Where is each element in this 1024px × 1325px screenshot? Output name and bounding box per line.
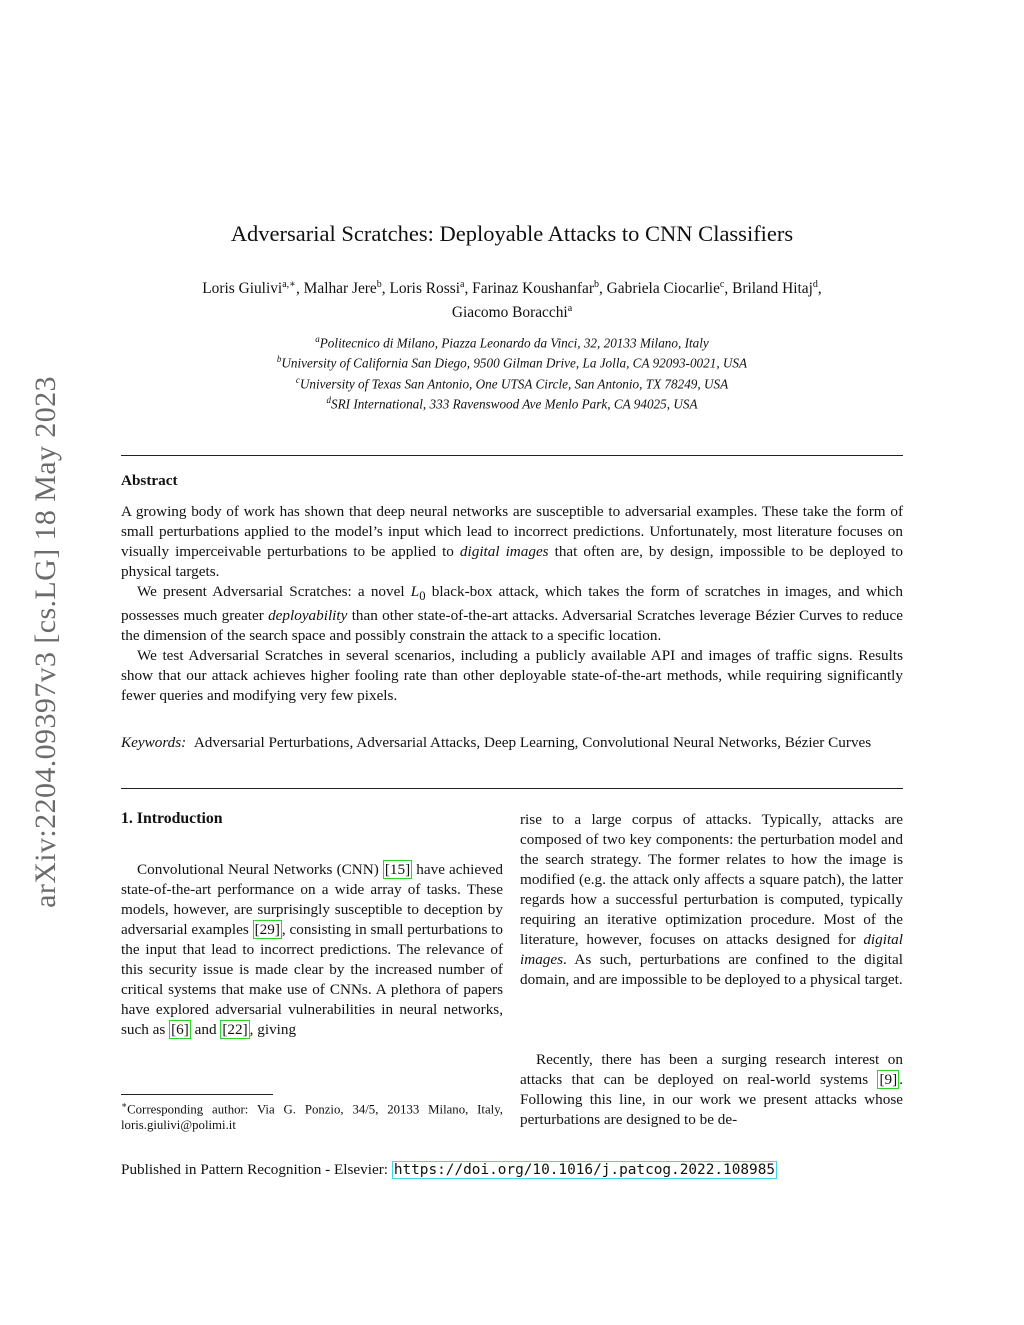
keywords-text: Adversarial Perturbations, Adversarial Attacks, Deep Learning, Convolutional Neural Networks, Bézier Curves (193, 734, 872, 751)
abstract-heading: Abstract (121, 472, 178, 489)
publication-note (121, 1161, 777, 1179)
intro-paragraph: Convolutional Neural Networks (CNN) [15] have achieved state-of-the-art performance on a wide array of tasks. These models, however, are surprisingly susceptible to deception by adversarial examples [29] , consisting in small perturbations to the input that lead to incorrect predictions. The relevance of this security issue is made clear by the increased number of critical systems that make use of CNNs. A plethora of papers have explored adversarial vulnerabilities in neural networks, such as [6] and [22] , giving (121, 861, 503, 1038)
arxiv-identifier: arXiv:2204.09397v3 [cs.LG] 18 May 2023 (29, 376, 62, 908)
abstract-bottom-rule (121, 788, 903, 789)
intro-paragraph: rise to a large corpus of attacks. Typically, attacks are composed of two key components: the perturbation model and the search strategy. The former relates to how the image is modified (e.g. the attack only affects a square patch), the latter regards how a successful perturbation is computed, typically requiring an iterative optimization procedure. Most of the literature, however, focuses on attacks designed for digital images. As such, perturbations are confined to the digital domain, and are impossible to be deployed to a physical target. (520, 811, 903, 988)
affiliation: $^c$University of Texas San Antonio, One UTSA Circle, San Antonio, TX 78249, USA (295, 374, 729, 392)
author: Farinaz Koushanfar$^b$, (472, 279, 607, 298)
publication-label: Published in Pattern Recognition - Elsevier: (121, 1161, 392, 1178)
abstract-paragraph: We present Adversarial Scratches: a novel $L_0$ black-box attack, which takes the form of scratches in images, and which possesses much greater deployability than other state-of-the-art attacks. Adversarial Scratches leverage Bézier Curves to reduce the dimension of the search space and possibly constrain the attack to a specific location. (121, 583, 903, 645)
footnote-text: Corresponding author: Via G. Ponzio, 34/5, 20133 Milano, Italy, loris.giulivi@polimi.it (121, 1102, 503, 1133)
left-column (121, 860, 503, 1040)
citation-link[interactable]: [9] (879, 1071, 898, 1088)
affiliation: $^a$Politecnico di Milano, Piazza Leonardo da Vinci, 32, 20133 Milano, Italy (315, 334, 709, 351)
citation-link[interactable]: [22] (222, 1021, 248, 1038)
author: Briland Hitaj$^d$, (732, 279, 822, 298)
right-column (520, 810, 903, 990)
intro-paragraph: Recently, there has been a surging research interest on attacks that can be deployed on real-world systems [9] . Following this line, in our work we present attacks whose perturbations are designed to be de- (520, 1051, 903, 1128)
affiliation-list (121, 331, 903, 413)
section-heading: 1. Introduction (121, 810, 223, 827)
doi-link[interactable]: https://doi.org/10.1016/j.patcog.2022.108985 (393, 1162, 776, 1178)
author-list (121, 275, 903, 323)
footnote (121, 1097, 503, 1133)
abstract-paragraph: We test Adversarial Scratches in several scenarios, including a publicly available API and images of traffic signs. Results show that our attack achieves higher fooling rate than other deployable state-of-the-art methods, while requiring significantly fewer queries and modifying very few pixels. (121, 647, 903, 705)
arxiv-sidebar (24, 340, 68, 944)
citation-link[interactable]: [6] (171, 1021, 189, 1038)
author: Gabriela Ciocarlie$^c$, (606, 279, 733, 298)
keywords-label: Keywords: (121, 734, 187, 751)
citation-link[interactable]: [29] (254, 921, 280, 938)
author: Giacomo Boracchi$^a$ (451, 303, 573, 322)
footnote-mark: ∗ (121, 1100, 128, 1110)
author: Malhar Jere$^b$, (303, 279, 390, 298)
affiliation: $^b$University of California San Diego, 9500 Gilman Drive, La Jolla, CA 92093-0021, USA (276, 354, 748, 371)
affiliation: $^d$SRI International, 333 Ravenswood Ave Menlo Park, CA 94025, USA (326, 395, 698, 412)
keywords (121, 733, 903, 753)
author: Loris Rossi$^a$, (389, 279, 473, 298)
citation-link[interactable]: [15] (384, 861, 411, 878)
author: Loris Giulivi$^{a,∗}$, (202, 279, 304, 298)
abstract-paragraph: A growing body of work has shown that deep neural networks are susceptible to adversarial examples. These take the form of small perturbations applied to the model’s input which lead to incorrect predictions. Unfortunately, most literature focuses on visually imperceivable perturbations to be applied to digital images that often are, by design, impossible to be deployed to physical targets. (121, 503, 903, 580)
footnote-rule (121, 1094, 273, 1095)
paper-title: Adversarial Scratches: Deployable Attacks to CNN Classifiers (230, 221, 794, 246)
abstract-body (121, 502, 903, 706)
abstract-top-rule (121, 455, 903, 456)
right-column-continued (520, 1050, 903, 1130)
